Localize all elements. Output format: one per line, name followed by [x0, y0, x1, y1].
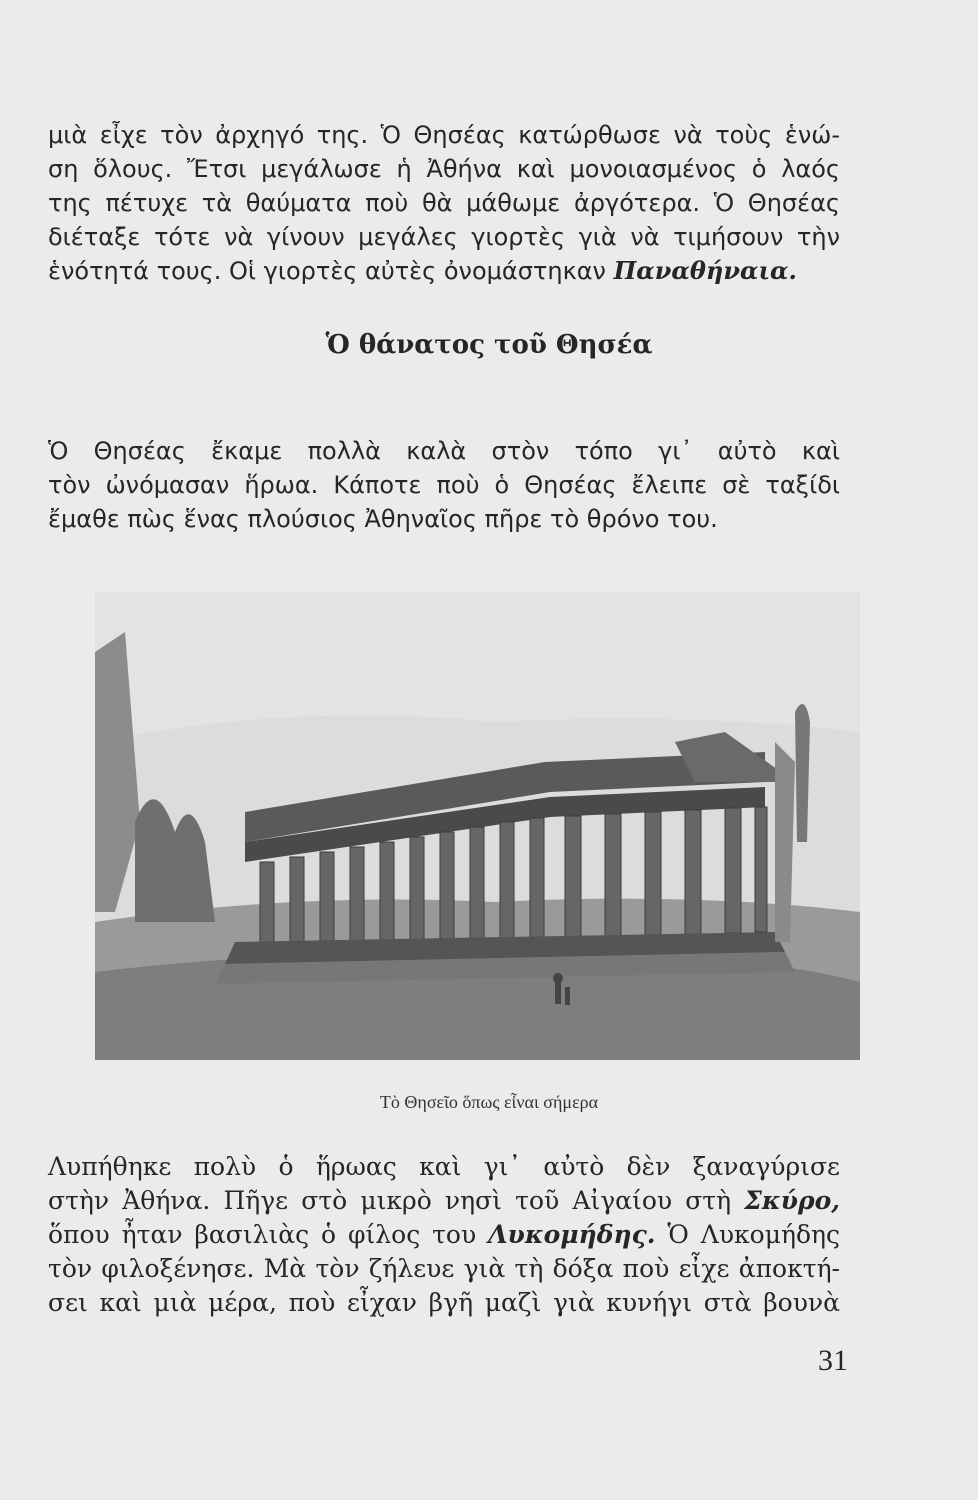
page-number: 31 [818, 1344, 848, 1377]
paragraph1-line-4: διέταξε τότε νὰ γίνουν μεγάλες γιορτὲς γιὰ νὰ τιμήσουν τὴν [48, 223, 840, 251]
section-title: Ὁ θάνατος τοῦ Θησέα [325, 330, 653, 360]
figure-caption: Τὸ Θησεῖο ὅπως εἶναι σήμερα [379, 1092, 599, 1112]
paragraph3-line-2 [48, 1184, 840, 1218]
theseion-illustration [95, 592, 860, 1060]
paragraph3-line-2-text: στὴν Ἀθήνα. Πῆγε στὸ μικρὸ νησὶ τοῦ Αἰγαίου στὴ [48, 1186, 732, 1215]
paragraph1-line-1: μιὰ εἶχε τὸν ἀρχηγό της. Ὁ Θησέας κατώρθωσε νὰ τοὺς ἑνώ- [48, 121, 840, 149]
paragraph3-line-3-text-b: Ὁ Λυκομήδης [667, 1220, 840, 1249]
paragraph2-line-3: ἔμαθε πὼς ἕνας πλούσιος Ἀθηναῖος πῆρε τὸ θρόνο του. [48, 505, 718, 533]
paragraph3-line-3 [48, 1218, 840, 1252]
paragraph1-line-5-text: ἑνότητά τους. Οἱ γιορτὲς αὐτὲς ὀνομάστηκαν [48, 257, 606, 285]
paragraph3-line-4: τὸν φιλοξένησε. Μὰ τὸν ζήλευε γιὰ τὴ δόξα ποὺ εἶχε ἀποκτή- [48, 1254, 840, 1283]
paragraph1-line-3: της πέτυχε τὰ θαύματα ποὺ θὰ μάθωμε ἀργότερα. Ὁ Θησέας [48, 189, 840, 217]
temple-engraving [95, 592, 860, 1060]
paragraph2-line-2: τὸν ὠνόμασαν ἥρωα. Κάποτε ποὺ ὁ Θησέας ἔλειπε σὲ ταξίδι [48, 471, 840, 499]
paragraph3-line-5: σει καὶ μιὰ μέρα, ποὺ εἶχαν βγῆ μαζὶ γιὰ κυνήγι στὰ βουνὰ [48, 1288, 840, 1317]
paragraph3-line-1: Λυπήθηκε πολὺ ὁ ἥρωας καὶ γι᾽ αὐτὸ δὲν ξαναγύρισε [48, 1152, 840, 1181]
paragraph1-line-5 [48, 254, 840, 288]
paragraph1-line-2: ση ὅλους. Ἔτσι μεγάλωσε ἡ Ἀθήνα καὶ μονοιασμένος ὁ λαός [48, 155, 840, 183]
paragraph2-line-1: Ὁ Θησέας ἔκαμε πολλὰ καλὰ στὸν τόπο γι᾽ αὐτὸ καὶ [48, 437, 840, 465]
panathenaia-term: Παναθήναια. [613, 256, 797, 285]
lykomedes-term: Λυκομήδης. [488, 1220, 656, 1249]
skyros-term: Σκύρο, [744, 1186, 841, 1215]
paragraph3-line-3-text-a: ὅπου ἦταν βασιλιὰς ὁ φίλος του [48, 1220, 477, 1249]
